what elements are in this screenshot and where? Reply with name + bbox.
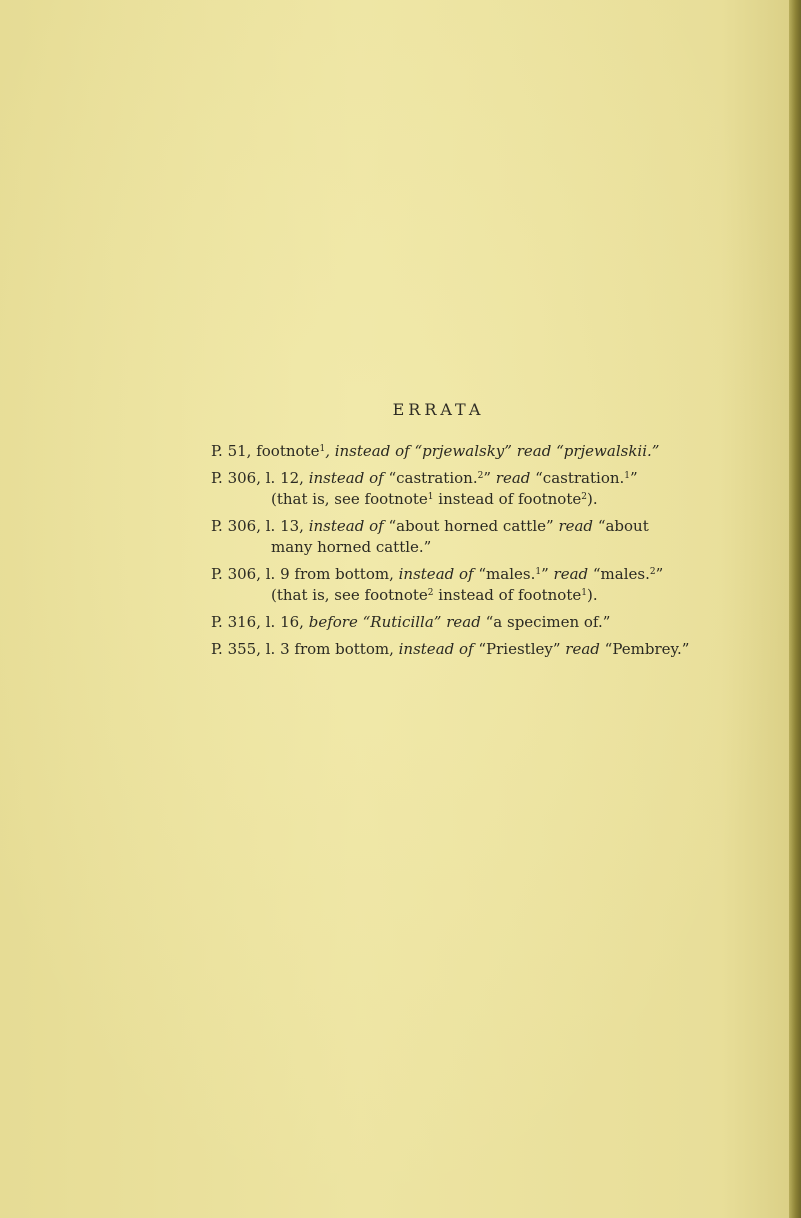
entry-reference: P. 355, l. 3 from bottom, xyxy=(211,640,394,658)
errata-entry-6 xyxy=(211,639,731,660)
footnote-mark: 2 xyxy=(427,588,434,598)
footnote-mark: 1 xyxy=(581,588,587,598)
footnote-mark: 1 xyxy=(427,492,434,502)
original-text: “about horned cattle” xyxy=(383,517,554,535)
footnote-mark: 2 xyxy=(649,567,656,577)
footnote-mark: 1 xyxy=(319,444,326,454)
read-text: read xyxy=(491,469,531,487)
quote-close: ” xyxy=(483,469,491,487)
continuation-text: ). xyxy=(586,586,598,604)
continuation-text: (that is, see footnote xyxy=(271,586,428,604)
read-text: read xyxy=(511,442,552,460)
continuation-text: ). xyxy=(586,490,598,508)
quote-close: ” xyxy=(655,565,664,583)
original-text: “Priestley” xyxy=(473,640,561,658)
continuation-text: instead of footnote xyxy=(433,586,582,604)
errata-section xyxy=(211,400,731,666)
original-text: “Ruticilla” xyxy=(357,613,442,631)
continuation-text: (that is, see footnote xyxy=(271,490,428,508)
entry-continuation xyxy=(241,489,731,510)
corrected-text: “about xyxy=(593,517,649,535)
footnote-mark: 1 xyxy=(624,471,631,481)
footnote-mark: 2 xyxy=(477,471,484,481)
page-edge xyxy=(789,0,801,1218)
read-text: read xyxy=(553,517,594,535)
continuation-text: many horned cattle.” xyxy=(271,538,432,556)
read-text: read xyxy=(560,640,600,658)
errata-entry-4 xyxy=(211,564,731,606)
corrected-text: “castration. xyxy=(530,469,625,487)
instruction-text: before xyxy=(303,613,358,631)
corrected-text: “Pembrey.” xyxy=(599,640,690,658)
footnote-mark: 2 xyxy=(581,492,587,502)
corrected-text: “prjewalskii.” xyxy=(551,442,660,460)
errata-title: ERRATA xyxy=(392,400,485,419)
quote-close: ” xyxy=(630,469,638,487)
read-text: read xyxy=(441,613,481,631)
footnote-mark: 1 xyxy=(535,567,542,577)
entry-continuation xyxy=(241,537,731,558)
continuation-text: instead of footnote xyxy=(433,490,582,508)
entry-reference: P. 306, l. 9 from bottom, xyxy=(211,565,394,583)
errata-entry-1 xyxy=(211,441,731,462)
instruction-text: instead of xyxy=(303,517,384,535)
entry-reference: P. 306, l. 12, xyxy=(211,469,304,487)
entry-reference: P. 316, l. 16, xyxy=(211,613,304,631)
original-text: “prjewalsky” xyxy=(409,442,512,460)
corrected-text: “males. xyxy=(588,565,650,583)
instruction-text: instead of xyxy=(303,469,384,487)
errata-entry-3 xyxy=(211,516,731,558)
instruction-text: instead of xyxy=(393,565,474,583)
entry-reference: P. 306, l. 13, xyxy=(211,517,304,535)
entry-reference: P. 51, footnote xyxy=(211,442,320,460)
original-text: “males. xyxy=(473,565,536,583)
corrected-text: “a specimen of.” xyxy=(480,613,611,631)
instruction-text: , instead of xyxy=(325,442,410,460)
quote-close: ” xyxy=(541,565,549,583)
errata-entry-2 xyxy=(211,468,731,510)
instruction-text: instead of xyxy=(393,640,474,658)
original-text: “castration. xyxy=(383,469,478,487)
read-text: read xyxy=(548,565,589,583)
entry-continuation xyxy=(241,585,731,606)
errata-entry-5 xyxy=(211,612,731,633)
